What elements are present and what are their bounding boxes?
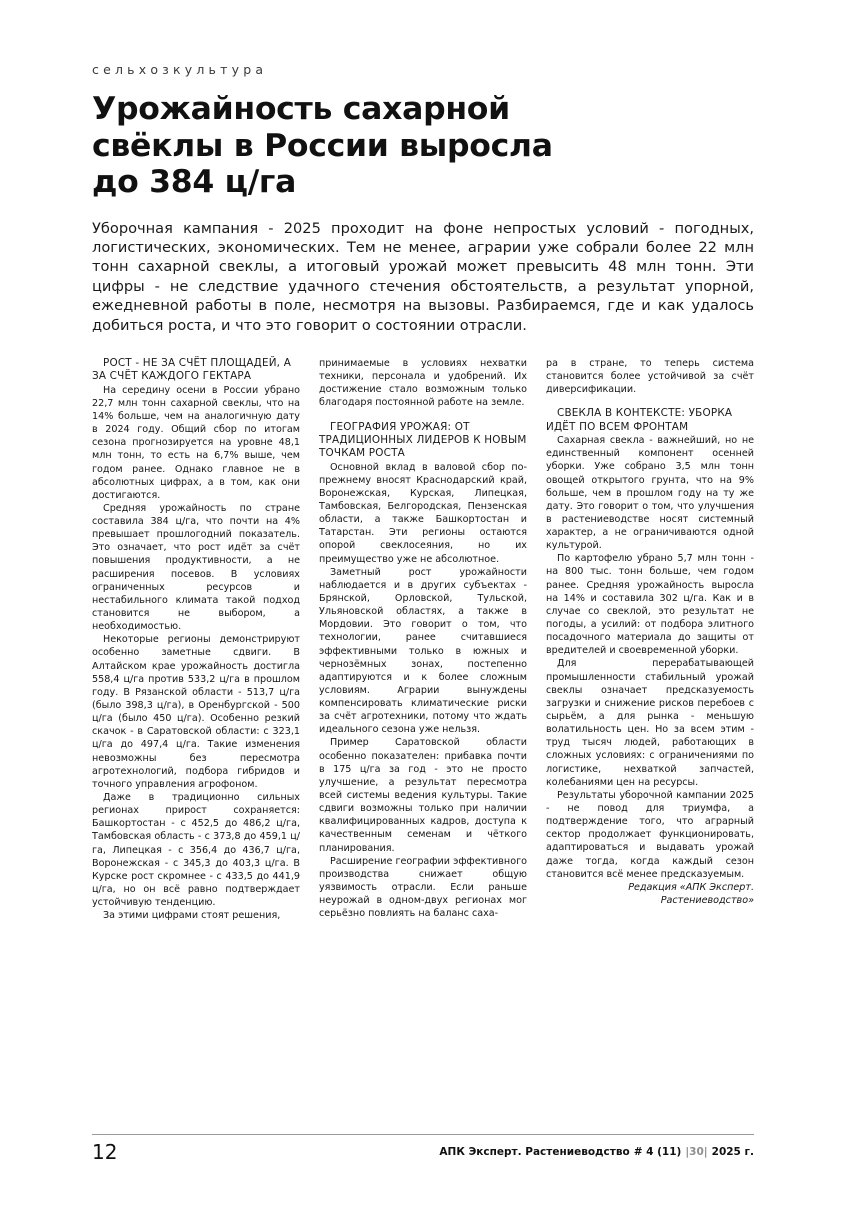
page-footer (92, 1137, 754, 1167)
paragraph: За этими цифрами стоят решения, (103, 910, 281, 922)
footer-publication-info (439, 1146, 754, 1158)
paragraph: Основной вклад в валовой сбор по-прежнему вносят Краснодарский край, Воронежская, Курская, Липецкая, Тамбовская, Белгородская, Пензенская области, а также Башкортостан и Татарстан. Эти регионы остаются опорой свеклосеяния, но их преимущество уже не абсолютное. (319, 461, 527, 565)
paragraph: Средняя урожайность по стране составила 384 ц/га, что почти на 4% превышает прошлогодний показатель. Это означает, что рост идёт за счёт повышения продуктивности, а не расширения посевов. В условиях ограниченных ресурсов и нестабильного климата такой подход становится не выбором, а необходимостью. (92, 502, 300, 633)
column-subhead: РОСТ - НЕ ЗА СЧЁТ ПЛОЩАДЕЙ, А ЗА СЧЁТ КАЖДОГО ГЕКТАРА (92, 357, 291, 383)
article-column-3 (546, 357, 754, 907)
paragraph: Для перерабатывающей промышленности стабильный урожай свеклы означает предсказуемость загрузки и снижение рисков перебоев с сырьём, а для рынка - меньшую волатильность цен. Но за всем этим - труд тысяч людей, работающих в сложных условиях: с ограничениями по логистике, нехваткой запчастей, колебаниями цен на ресурсы. (546, 658, 754, 788)
article-column-1 (92, 357, 300, 922)
paragraph: Расширение географии эффективного производства снижает общую уязвимость отрасли. Если раньше неурожай в одном-двух регионах мог серьёзно повлиять на баланс саха- (319, 855, 527, 920)
article-signature: Редакция «АПК Эксперт. Растениеводство» (628, 881, 754, 906)
headline-line-2: свёклы в России выросла (92, 127, 553, 164)
column-subhead: СВЕКЛА В КОНТЕКСТЕ: УБОРКА ИДЁТ ПО ВСЕМ ФРОНТАМ (546, 407, 733, 433)
paragraph: Пример Саратовской области особенно показателен: прибавка почти в 175 ц/га за год - это не просто улучшение, а результат пересмотра всей системы ведения культуры. Такие сдвиги возможны только при наличии квалифицированных кадров, доступа к качественным семенам и чёткого планирования. (319, 737, 527, 854)
section-kicker: сельхозкультура (92, 62, 268, 77)
paragraph: Некоторые регионы демонстрируют особенно заметные сдвиги. В Алтайском крае урожайность достигла 558,4 ц/га против 533,2 ц/га в прошлом году. В Рязанской области - 513,7 ц/га (было 398,3 ц/га), в Оренбургской - 500 ц/га (было 450 ц/га). Особенно резкий скачок - в Саратовской области: с 323,1 ц/га до 497,4 ц/га. Такие изменения невозможны без пересмотра агротехнологий, подбора гибридов и точного управления агрофоном. (92, 634, 300, 790)
paragraph-continued: ра в стране, то теперь система становится более устойчивой за счёт диверсификации. (546, 358, 754, 396)
article-columns (92, 357, 754, 922)
paragraph: Сахарная свекла - важнейший, но не единственный компонент осенней уборки. Уже собрано 3,5 млн тонн овощей открытого грунта, что на 9% больше, чем в прошлом году на ту же дату. Это говорит о том, что улучшения в растениеводстве носят системный характер, а не ограничиваются одной культурой. (546, 435, 754, 552)
footer-year: 2025 г. (711, 1146, 754, 1158)
paragraph-continued: принимаемые в условиях нехватки техники, персонала и удобрений. Их достижение стало возможным только благодаря постоянной работе на земле. (319, 358, 527, 409)
footer-publication-name: АПК Эксперт. Растениеводство (439, 1146, 630, 1158)
article-content (92, 62, 754, 922)
column-subhead: ГЕОГРАФИЯ УРОЖАЯ: ОТ ТРАДИЦИОННЫХ ЛИДЕРОВ К НОВЫМ ТОЧКАМ РОСТА (319, 420, 527, 460)
page-number: 12 (92, 1140, 118, 1164)
headline-line-1: Урожайность сахарной (92, 91, 510, 127)
headline-line-3: до 384 ц/га (92, 164, 297, 201)
paragraph: По картофелю убрано 5,7 млн тонн - на 800 тыс. тонн больше, чем годом ранее. Средняя урожайность выросла на 14% и составила 302 ц/га. Как и в случае со свеклой, это результат не погоды, а усилий: от подбора элитного посадочного материала до защиты от вредителей и своевременной уборки. (546, 553, 754, 657)
article-lead: Уборочная кампания - 2025 проходит на фоне непростых условий - погодных, логистических, экономических. Тем не менее, аграрии уже собрали более 22 млн тонн сахарной свеклы, а итоговый урожай может превысить 48 млн тонн. Эти цифры - не следствие удачного стечения обстоятельств, а результат упорной, ежедневной работы в поле, несмотря на вызовы. Разбираемся, где и как удалось добиться роста, и что это говорит о состоянии отрасли. (92, 219, 754, 334)
footer-divider (92, 1134, 754, 1135)
page-title (92, 91, 562, 201)
article-column-2 (319, 357, 527, 920)
paragraph: Даже в традиционно сильных регионах прирост сохраняется: Башкортостан - с 452,5 до 486,2 ц/га, Тамбовская область - с 373,8 до 459,1 ц/га, Липецкая - с 356,4 до 436,7 ц/га, Воронежская - с 345,3 до 403,3 ц/га. В Курске рост скромнее - с 433,5 до 441,9 ц/га, но он всё равно подтверждает устойчивую тенденцию. (92, 792, 300, 909)
paragraph: Заметный рост урожайности наблюдается и в других субъектах - Брянской, Орловской, Тульской, Ульяновской областях, а также в Мордовии. Это говорит о том, что технологии, ранее считавшиеся эффективными только в южных и чернозёмных зонах, постепенно адаптируются и к более сложным условиям. Аграрии вынуждены компенсировать климатические риски за счёт агротехники, потому что ждать идеального сезона уже нельзя. (319, 566, 527, 736)
paragraph: Результаты уборочной кампании 2025 - не повод для триумфа, а подтверждение того, что аграрный сектор продолжает функционировать, адаптироваться и выдавать урожай даже тогда, когда каждый сезон становится всё менее предсказуемым. (546, 789, 754, 880)
footer-issue-badge: |30| (685, 1146, 708, 1158)
paragraph: На середину осени в России убрано 22,7 млн тонн сахарной свеклы, что на 14% больше, чем на аналогичную дату в 2024 году. Общий сбор по итогам сезона прогнозируется на уровне 48,1 млн тонн, то есть на 6,7% выше, чем годом ранее. Однако главное не в абсолютных цифрах, а в том, как они достигаются. (92, 384, 300, 501)
footer-issue-number: # 4 (11) (633, 1146, 682, 1158)
